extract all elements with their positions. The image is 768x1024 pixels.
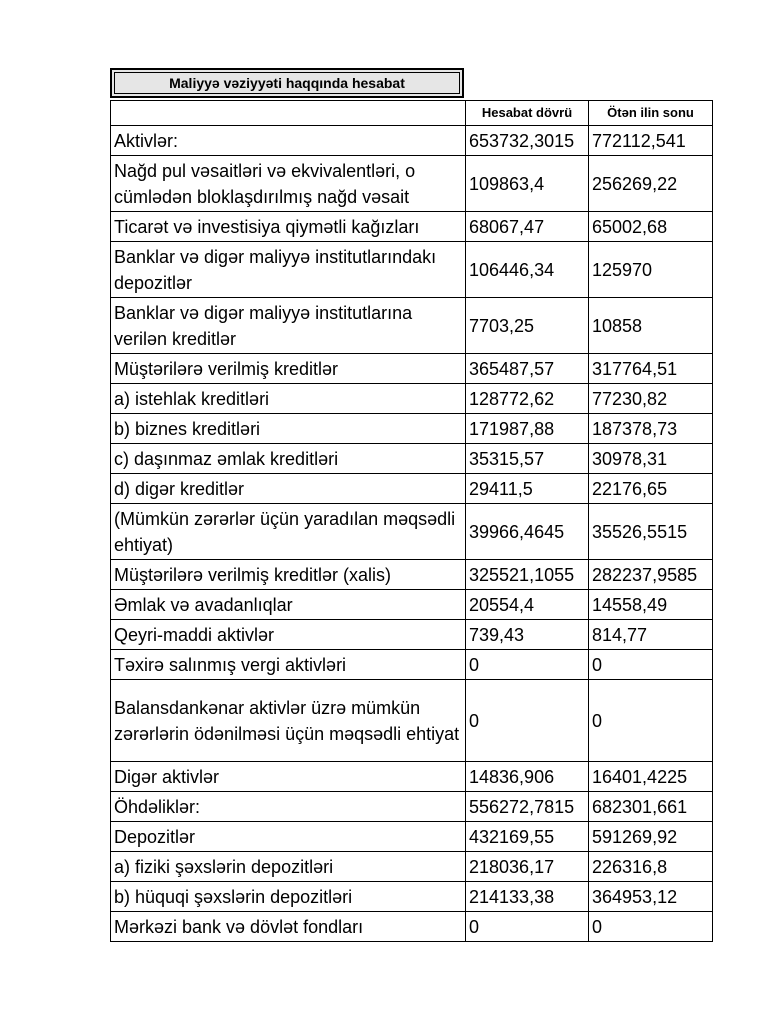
row-current-value: 432169,55: [466, 822, 589, 852]
row-current-value: 556272,7815: [466, 792, 589, 822]
row-label: Müştərilərə verilmiş kreditlər: [111, 354, 466, 384]
row-label: Mərkəzi bank və dövlət fondları: [111, 912, 466, 942]
row-previous-value: 226316,8: [589, 852, 713, 882]
row-current-value: 128772,62: [466, 384, 589, 414]
table-row: [111, 414, 713, 444]
table-row: [111, 504, 713, 560]
report-title: Maliyyə vəziyyəti haqqında hesabat: [169, 75, 405, 91]
row-current-value: 0: [466, 650, 589, 680]
title-inner-border: [114, 72, 460, 94]
row-current-value: 218036,17: [466, 852, 589, 882]
row-label: Banklar və digər maliyyə institutlarındakı depozitlər: [111, 242, 466, 298]
row-current-value: 29411,5: [466, 474, 589, 504]
row-previous-value: 30978,31: [589, 444, 713, 474]
row-previous-value: 256269,22: [589, 156, 713, 212]
row-label: Aktivlər:: [111, 126, 466, 156]
table-row: [111, 590, 713, 620]
row-previous-value: 591269,92: [589, 822, 713, 852]
row-previous-value: 0: [589, 650, 713, 680]
row-label: Müştərilərə verilmiş kreditlər (xalis): [111, 560, 466, 590]
table-row: [111, 474, 713, 504]
row-label: Əmlak və avadanlıqlar: [111, 590, 466, 620]
table-row: [111, 384, 713, 414]
financial-position-table: [110, 100, 713, 942]
header-previous-year-end: Ötən ilin sonu: [589, 101, 713, 126]
table-row: [111, 650, 713, 680]
row-label: Qeyri-maddi aktivlər: [111, 620, 466, 650]
row-label: Digər aktivlər: [111, 762, 466, 792]
row-label: Depozitlər: [111, 822, 466, 852]
header-current-period: Hesabat dövrü: [466, 101, 589, 126]
row-previous-value: 364953,12: [589, 882, 713, 912]
table-row: [111, 354, 713, 384]
row-label: b) hüquqi şəxslərin depozitləri: [111, 882, 466, 912]
table-row: [111, 156, 713, 212]
row-label: c) daşınmaz əmlak kreditləri: [111, 444, 466, 474]
row-previous-value: 0: [589, 680, 713, 762]
row-label: Balansdankənar aktivlər üzrə mümkün zərərlərin ödənilməsi üçün məqsədli ehtiyat: [111, 680, 466, 762]
table-row: [111, 852, 713, 882]
header-blank-cell: [111, 101, 466, 126]
row-current-value: 7703,25: [466, 298, 589, 354]
table-row: [111, 212, 713, 242]
row-current-value: 0: [466, 680, 589, 762]
row-previous-value: 187378,73: [589, 414, 713, 444]
table-row: [111, 882, 713, 912]
row-current-value: 365487,57: [466, 354, 589, 384]
row-current-value: 739,43: [466, 620, 589, 650]
row-current-value: 39966,4645: [466, 504, 589, 560]
row-label: a) fiziki şəxslərin depozitləri: [111, 852, 466, 882]
row-label: d) digər kreditlər: [111, 474, 466, 504]
row-current-value: 171987,88: [466, 414, 589, 444]
row-previous-value: 282237,9585: [589, 560, 713, 590]
table-row: [111, 126, 713, 156]
row-label: (Mümkün zərərlər üçün yaradılan məqsədli ehtiyat): [111, 504, 466, 560]
row-label: Nağd pul vəsaitləri və ekvivalentləri, o cümlədən bloklaşdırılmış nağd vəsait: [111, 156, 466, 212]
row-previous-value: 14558,49: [589, 590, 713, 620]
row-previous-value: 125970: [589, 242, 713, 298]
row-label: Öhdəliklər:: [111, 792, 466, 822]
row-current-value: 68067,47: [466, 212, 589, 242]
table-row: [111, 620, 713, 650]
row-previous-value: 65002,68: [589, 212, 713, 242]
row-label: b) biznes kreditləri: [111, 414, 466, 444]
row-previous-value: 0: [589, 912, 713, 942]
row-current-value: 325521,1055: [466, 560, 589, 590]
header-row: [111, 101, 713, 126]
table-row: [111, 792, 713, 822]
table-row: [111, 298, 713, 354]
table-row: [111, 680, 713, 762]
row-current-value: 35315,57: [466, 444, 589, 474]
row-current-value: 14836,906: [466, 762, 589, 792]
table-row: [111, 444, 713, 474]
row-current-value: 20554,4: [466, 590, 589, 620]
row-label: Banklar və digər maliyyə institutlarına verilən kreditlər: [111, 298, 466, 354]
row-label: Ticarət və investisiya qiymətli kağızları: [111, 212, 466, 242]
report-title-box: [110, 68, 464, 98]
row-current-value: 0: [466, 912, 589, 942]
row-previous-value: 16401,4225: [589, 762, 713, 792]
row-current-value: 109863,4: [466, 156, 589, 212]
row-previous-value: 22176,65: [589, 474, 713, 504]
row-label: Təxirə salınmış vergi aktivləri: [111, 650, 466, 680]
row-current-value: 653732,3015: [466, 126, 589, 156]
row-previous-value: 77230,82: [589, 384, 713, 414]
row-previous-value: 772112,541: [589, 126, 713, 156]
row-previous-value: 10858: [589, 298, 713, 354]
row-previous-value: 35526,5515: [589, 504, 713, 560]
row-label: a) istehlak kreditləri: [111, 384, 466, 414]
table-row: [111, 822, 713, 852]
row-current-value: 106446,34: [466, 242, 589, 298]
table-row: [111, 912, 713, 942]
table-row: [111, 242, 713, 298]
row-previous-value: 682301,661: [589, 792, 713, 822]
table-row: [111, 560, 713, 590]
row-previous-value: 814,77: [589, 620, 713, 650]
table-row: [111, 762, 713, 792]
row-current-value: 214133,38: [466, 882, 589, 912]
row-previous-value: 317764,51: [589, 354, 713, 384]
